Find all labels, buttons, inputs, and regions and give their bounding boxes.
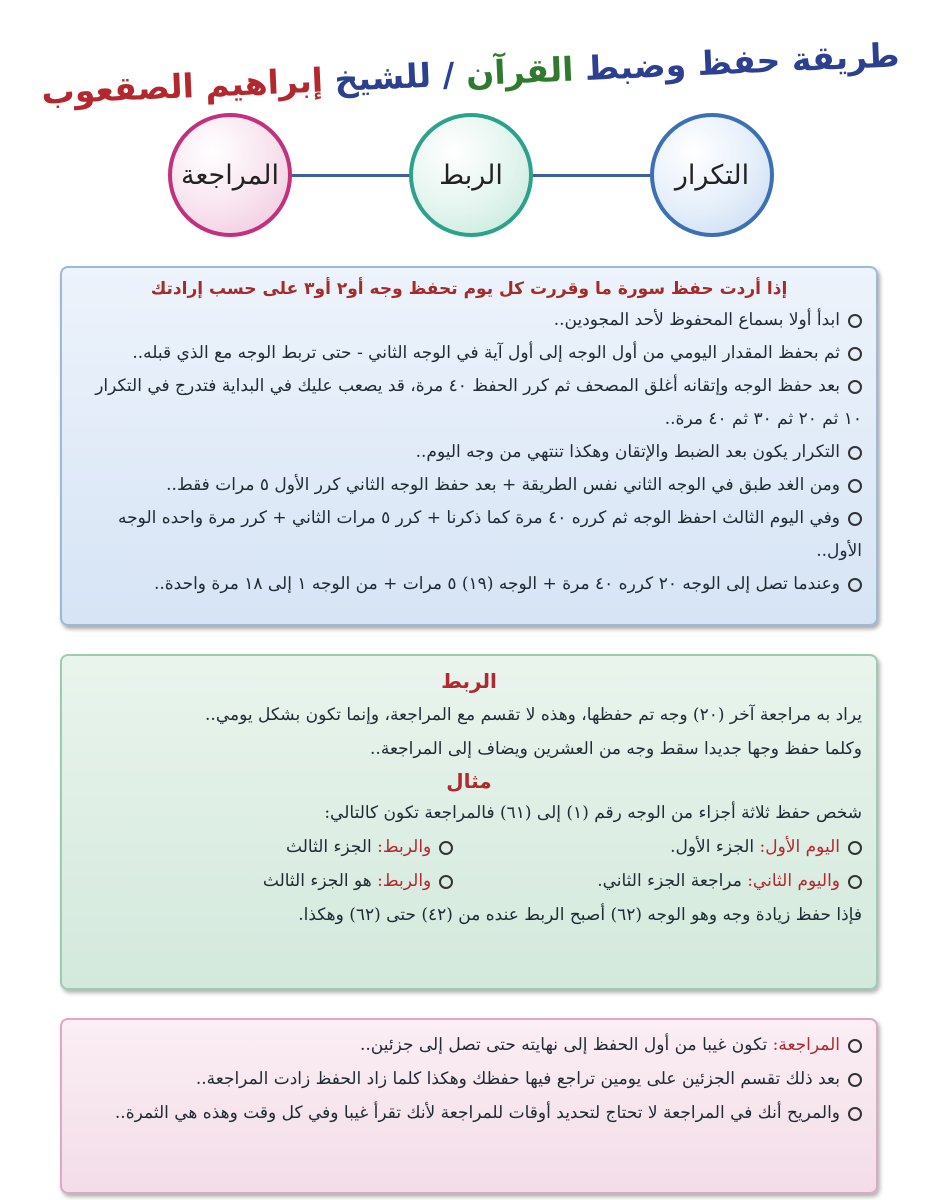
linking-section <box>60 654 878 990</box>
list-item: وفي اليوم الثالث احفظ الوجه ثم كرره ٤٠ مرة كما ذكرنا + كرر ٥ مرات الثاني + كرر مرة واحده الوجه الأول.. <box>118 508 862 561</box>
title-part-3: / للشيخ <box>333 54 456 99</box>
bullet-icon <box>848 380 862 394</box>
linking-paragraph-2: وكلما حفظ وجها جديدا سقط وجه من العشرين ويضاف إلى المراجعة.. <box>370 739 862 759</box>
day-2-review: واليوم الثاني: مراجعة الجزء الثاني. <box>485 864 862 898</box>
bullet-icon <box>848 347 862 361</box>
bullet-icon <box>848 512 862 526</box>
list-item: التكرار يكون بعد الضبط والإتقان وهكذا تنتهي من وجه اليوم.. <box>76 436 862 469</box>
example-closing: فإذا حفظ زيادة وجه وهو الوجه (٦٢) أصبح الربط عنده من (٤٢) حتى (٦٢) وهكذا. <box>298 905 862 925</box>
review-item-1: المراجعة: تكون غيبا من أول الحفظ إلى نهايته حتى تصل إلى جزئين.. <box>76 1028 862 1062</box>
linking-heading: الربط <box>441 669 497 693</box>
example-heading: مثال <box>446 769 492 793</box>
review-item-2: بعد ذلك تقسم الجزئين على يومين تراجع فيها حفظك وهكذا كلما زاد الحفظ زادت المراجعة.. <box>76 1062 862 1096</box>
title-part-4: إبراهيم الصقعوب <box>40 60 324 112</box>
bullet-icon <box>848 1039 862 1053</box>
list-item: وعندما تصل إلى الوجه ٢٠ كرره ٤٠ مرة + الوجه (١٩) ٥ مرات + من الوجه ١ إلى ١٨ مرة واحدة.. <box>76 568 862 601</box>
bullet-icon <box>848 1107 862 1121</box>
title-part-2: القرآن <box>465 49 575 94</box>
bullet-icon <box>848 875 862 889</box>
bullet-icon <box>439 875 453 889</box>
bullet-icon <box>848 578 862 592</box>
day-1-link: والربط: الجزء الثالث <box>76 830 453 864</box>
review-item-3: والمريح أنك في المراجعة لا تحتاج لتحديد أوقات للمراجعة لأنك تقرأ غيبا وفي كل وقت وهذه هي الثمرة.. <box>76 1096 862 1130</box>
bullet-icon <box>848 479 862 493</box>
example-intro: شخص حفظ ثلاثة أجزاء من الوجه رقم (١) إلى (٦١) فالمراجعة تكون كالتالي: <box>324 803 862 823</box>
bullet-icon <box>439 841 453 855</box>
method-flow-diagram <box>0 110 941 230</box>
review-section <box>60 1018 878 1194</box>
day-2-link: والربط: هو الجزء الثالث <box>76 864 453 898</box>
bullet-icon <box>848 446 862 460</box>
list-item: ثم بحفظ المقدار اليومي من أول الوجه إلى أول آية في الوجه الثاني - حتى تربط الوجه مع الذي قبله.. <box>76 337 862 370</box>
bullet-icon <box>848 841 862 855</box>
bullet-icon <box>848 1073 862 1087</box>
day-1-review: اليوم الأول: الجزء الأول. <box>485 830 862 864</box>
step-repetition: التكرار <box>650 113 774 237</box>
list-item: ومن الغد طبق في الوجه الثاني نفس الطريقة + بعد حفظ الوجه الثاني كرر الأول ٥ مرات فقط.. <box>76 469 862 502</box>
step-linking: الربط <box>409 113 533 237</box>
example-day-2-row <box>76 864 862 898</box>
bullet-icon <box>848 314 862 328</box>
repetition-section <box>60 266 878 626</box>
list-item: ابدأ أولا بسماع المحفوظ لأحد المجودين.. <box>76 304 862 337</box>
list-item: بعد حفظ الوجه وإتقانه أغلق المصحف ثم كرر الحفظ ٤٠ مرة، قد يصعب عليك في البداية فتدرج في التكرار ١٠ ثم ٢٠ ثم ٣٠ ثم ٤٠ مرة.. <box>95 376 862 429</box>
repetition-intro: إذا أردت حفظ سورة ما وقررت كل يوم تحفظ وجه أو٢ أو٣ على حسب إرادتك <box>150 279 788 299</box>
linking-paragraph-1: يراد به مراجعة آخر (٢٠) وجه تم حفظها، وهذه لا تقسم مع المراجعة، وإنما تكون بشكل يومي.. <box>205 705 862 725</box>
title-part-1: طريقة حفظ وضبط <box>584 35 901 88</box>
step-review: المراجعة <box>168 113 292 237</box>
example-day-1-row <box>76 830 862 864</box>
